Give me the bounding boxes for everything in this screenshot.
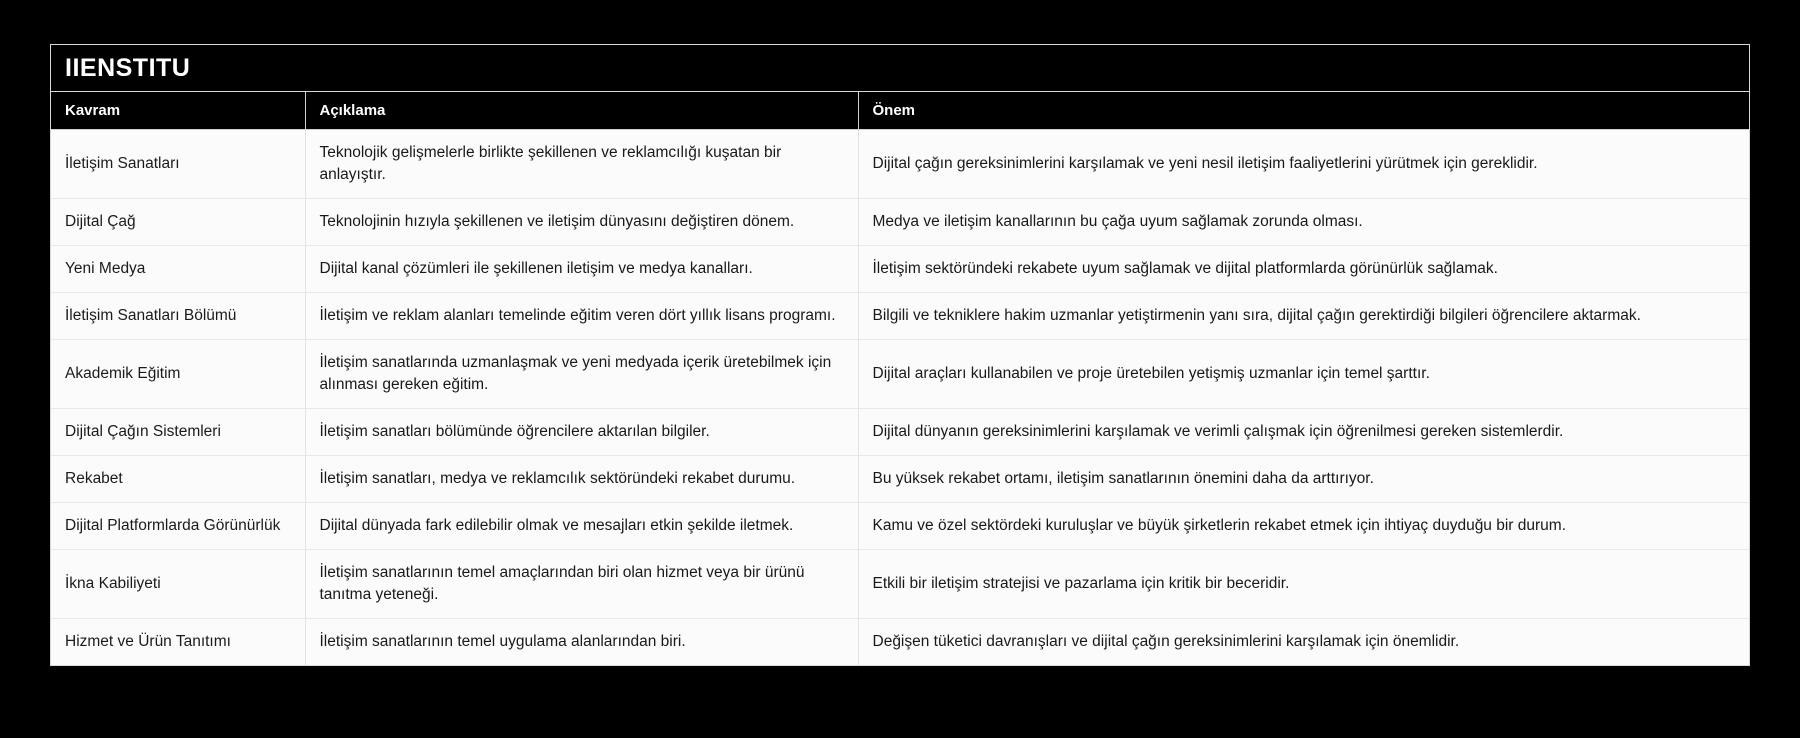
table-row	[51, 619, 1749, 666]
cell-aciklama: Dijital kanal çözümleri ile şekillenen iletişim ve medya kanalları.	[305, 246, 858, 293]
cell-onem: Etkili bir iletişim stratejisi ve pazarlama için kritik bir beceridir.	[858, 550, 1749, 619]
table-row	[51, 550, 1749, 619]
column-header-kavram: Kavram	[51, 92, 305, 130]
column-header-onem: Önem	[858, 92, 1749, 130]
cell-onem: Değişen tüketici davranışları ve dijital çağın gereksinimlerini karşılamak için önemlidir.	[858, 619, 1749, 666]
cell-kavram: İletişim Sanatları	[51, 130, 305, 199]
table-row	[51, 340, 1749, 409]
concept-table-frame	[50, 44, 1750, 666]
cell-kavram: Yeni Medya	[51, 246, 305, 293]
cell-aciklama: İletişim sanatlarının temel amaçlarından biri olan hizmet veya bir ürünü tanıtma yeteneği.	[305, 550, 858, 619]
cell-kavram: Dijital Çağın Sistemleri	[51, 409, 305, 456]
cell-aciklama: İletişim sanatlarında uzmanlaşmak ve yeni medyada içerik üretebilmek için alınması gereken eğitim.	[305, 340, 858, 409]
table-header	[51, 92, 1749, 130]
cell-onem: Dijital dünyanın gereksinimlerini karşılamak ve verimli çalışmak için öğrenilmesi gereken sistemlerdir.	[858, 409, 1749, 456]
table-row	[51, 409, 1749, 456]
cell-aciklama: İletişim ve reklam alanları temelinde eğitim veren dört yıllık lisans programı.	[305, 293, 858, 340]
table-row	[51, 199, 1749, 246]
cell-kavram: Akademik Eğitim	[51, 340, 305, 409]
cell-onem: Bilgili ve tekniklere hakim uzmanlar yetiştirmenin yanı sıra, dijital çağın gerektirdiği bilgileri öğrencilere aktarmak.	[858, 293, 1749, 340]
cell-aciklama: Dijital dünyada fark edilebilir olmak ve mesajları etkin şekilde iletmek.	[305, 503, 858, 550]
cell-onem: Medya ve iletişim kanallarının bu çağa uyum sağlamak zorunda olması.	[858, 199, 1749, 246]
cell-kavram: İletişim Sanatları Bölümü	[51, 293, 305, 340]
cell-aciklama: Teknolojinin hızıyla şekillenen ve iletişim dünyasını değiştiren dönem.	[305, 199, 858, 246]
table-header-row	[51, 92, 1749, 130]
cell-kavram: Dijital Çağ	[51, 199, 305, 246]
column-header-aciklama: Açıklama	[305, 92, 858, 130]
brand-header	[51, 45, 1749, 92]
cell-aciklama: İletişim sanatları, medya ve reklamcılık sektöründeki rekabet durumu.	[305, 456, 858, 503]
cell-kavram: İkna Kabiliyeti	[51, 550, 305, 619]
cell-kavram: Dijital Platformlarda Görünürlük	[51, 503, 305, 550]
table-row	[51, 293, 1749, 340]
table-row	[51, 456, 1749, 503]
brand-title: IIENSTITU	[65, 53, 191, 82]
cell-onem: Dijital çağın gereksinimlerini karşılamak ve yeni nesil iletişim faaliyetlerini yürütmek için gereklidir.	[858, 130, 1749, 199]
table-row	[51, 246, 1749, 293]
cell-aciklama: İletişim sanatlarının temel uygulama alanlarından biri.	[305, 619, 858, 666]
cell-onem: İletişim sektöründeki rekabete uyum sağlamak ve dijital platformlarda görünürlük sağlamak.	[858, 246, 1749, 293]
table-row	[51, 130, 1749, 199]
cell-kavram: Hizmet ve Ürün Tanıtımı	[51, 619, 305, 666]
cell-kavram: Rekabet	[51, 456, 305, 503]
table-row	[51, 503, 1749, 550]
cell-onem: Bu yüksek rekabet ortamı, iletişim sanatlarının önemini daha da arttırıyor.	[858, 456, 1749, 503]
table-body	[51, 130, 1749, 666]
cell-onem: Kamu ve özel sektördeki kuruluşlar ve büyük şirketlerin rekabet etmek için ihtiyaç duyduğu bir durum.	[858, 503, 1749, 550]
cell-onem: Dijital araçları kullanabilen ve proje üretebilen yetişmiş uzmanlar için temel şarttır.	[858, 340, 1749, 409]
concept-table	[51, 92, 1749, 665]
cell-aciklama: Teknolojik gelişmelerle birlikte şekillenen ve reklamcılığı kuşatan bir anlayıştır.	[305, 130, 858, 199]
cell-aciklama: İletişim sanatları bölümünde öğrencilere aktarılan bilgiler.	[305, 409, 858, 456]
